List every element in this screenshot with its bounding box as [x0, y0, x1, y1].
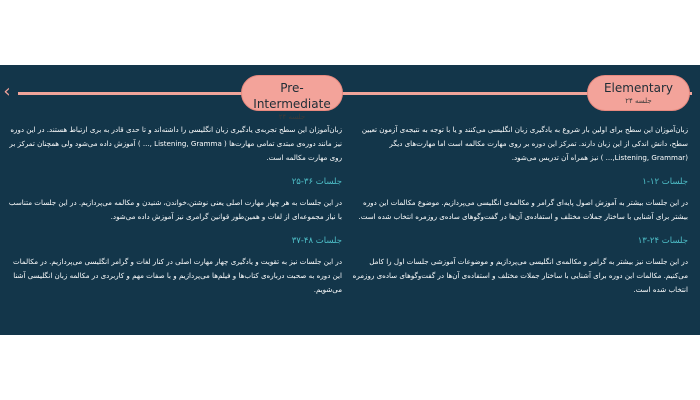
- level-title: Pre-Intermediate: [253, 81, 331, 111]
- session-range-heading: جلسات ۳۶-۲۵: [291, 177, 342, 187]
- level-intro: زبان‌آموزان این سطح برای اولین بار شروع به یادگیری زبان انگلیسی می‌کنند و یا با توجه به نتیجه‌ی آزمون تعیین سطح، دانش اندکی از این زبان دارند. تمرکز این دوره بر روی مهارت مکالمه است اما مهارت‌های دیگر (Listening, Grammar,... ) نیز همراه آن تدریس می‌شود.: [361, 125, 688, 162]
- elementary-description: [352, 123, 688, 297]
- session-range-text: در این جلسات نیز به تقویت و یادگیری چهار مهارت اصلی در کنار لغات و گرامر انگلیسی می‌پردازیم. در مکالمات این دوره به صحبت درباره‌ی کتاب‌ها و فیلم‌ها می‌پردازیم و با صفات مهم و کاربردی در مکالمه زبان انگلیسی آشنا می‌شویم.: [13, 257, 342, 294]
- level-pill-pre-intermediate[interactable]: [241, 75, 343, 121]
- levels-timeline-panel: [0, 65, 700, 335]
- session-range-heading: جلسات ۱۲-۱: [642, 177, 688, 187]
- level-pill-elementary[interactable]: [587, 75, 690, 111]
- session-range-text: در این جلسات بیشتر به آموزش اصول پایه‌ای گرامر و مکالمه‌ی انگلیسی می‌پردازیم. موضوع مکالمات این دوره بیشتر برای آشنایی با ساختار جملات مختلف و استفاده‌ی آن‌ها در گفت‌وگوهای ساده‌ی روزمره انتخاب شده است.: [358, 198, 688, 221]
- chevron-left-icon[interactable]: ‹: [3, 81, 11, 102]
- session-range-text: در این جلسات نیز بیشتر به گرامر و مکالمه‌ی انگلیسی می‌پردازیم و موضوعات آموزشی جلسات اول را کامل می‌کنیم. مکالمات این دوره برای آشنایی با ساختار جملات مختلف و استفاده‌ی آن‌ها در گفت‌وگوهای ساده‌ی روزمره انتخاب شده است.: [352, 257, 688, 294]
- session-range-heading: جلسات ۲۴-۱۳: [637, 236, 688, 246]
- session-range-heading: جلسات ۴۸-۳۷: [291, 236, 342, 246]
- pre-intermediate-description: [4, 123, 342, 297]
- level-sessions: ۲۴ جلسه: [278, 113, 306, 121]
- level-intro: زبان‌آموزان این سطح تجربه‌ی یادگیری زبان انگلیسی را داشته‌اند و تا حدی قادر به بری ارتباط هستند. در این دوره نیز مانند دوره‌ی مبتدی تمامی مهارت‌ها ( Listening, Gramma ,... ) آموزش داده می‌شود ولی همچنان تمرکز بر روی مهارت مکالمه است.: [9, 125, 342, 162]
- session-range-text: در این جلسات به هر چهار مهارت اصلی یعنی نوشتن،خواندن، شنیدن و مکالمه می‌پردازیم. در این جلسات متناسب با نیاز مجموعه‌ای از لغات و همین‌طور قوانین گرامری نیز آموزش داده می‌شود.: [8, 198, 342, 221]
- level-sessions: ۲۴ جلسه: [625, 97, 652, 105]
- level-title: Elementary: [603, 81, 674, 95]
